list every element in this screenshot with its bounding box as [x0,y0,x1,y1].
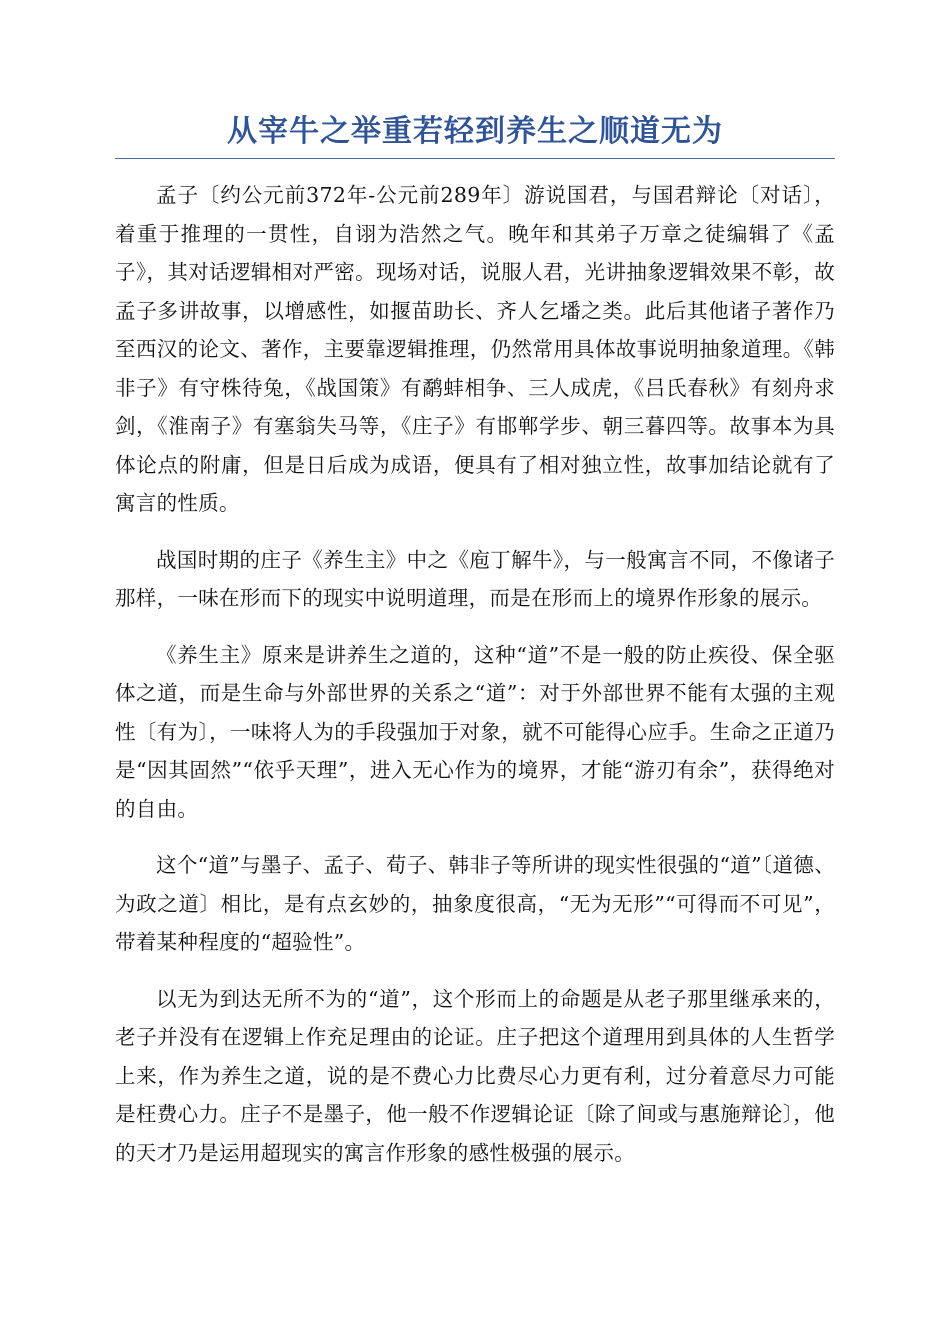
paragraph-1: 孟子〔约公元前372年-公元前289年〕游说国君，与国君辩论〔对话〕，着重于推理的一贯性，自诩为浩然之气。晚年和其弟子万章之徒编辑了《孟子》，其对话逻辑相对严密。现场对话，说服人君，光讲抽象逻辑效果不彰，故孟子多讲故事，以增感性，如揠苗助长、齐人乞墦之类。此后其他诸子著作乃至西汉的论文、著作，主要靠逻辑推理，仍然常用具体故事说明抽象道理。《韩非子》有守株待兔，《战国策》有鹬蚌相争、三人成虎，《吕氏春秋》有刻舟求剑，《淮南子》有塞翁失马等，《庄子》有邯郸学步、朝三暮四等。故事本为具体论点的附庸，但是日后成为成语，便具有了相对独立性，故事加结论就有了寓言的性质。 [115,183,835,515]
paragraph-4: 这个“道”与墨子、孟子、荀子、韩非子等所讲的现实性很强的“道”〔道德、为政之道〕相比，是有点玄妙的，抽象度很高，“无为无形”“可得而不可见”，带着某种程度的“超验性”。 [115,853,835,954]
body-text [115,176,835,1190]
paragraph-5: 以无为到达无所不为的“道”，这个形而上的命题是从老子那里继承来的，老子并没有在逻辑上作充足理由的论证。庄子把这个道理用到具体的人生哲学上来，作为养生之道，说的是不费心力比费尽心力更有利，过分着意尽力可能是枉费心力。庄子不是墨子，他一般不作逻辑论证〔除了间或与惠施辩论〕，他的天才乃是运用超现实的寓言作形象的感性极强的展示。 [115,986,835,1165]
paragraph-3: 《养生主》原来是讲养生之道的，这种“道”不是一般的防止疾役、保全驱体之道，而是生命与外部世界的关系之“道”：对于外部世界不能有太强的主观性〔有为〕，一味将人为的手段强加于对象，就不可能得心应手。生命之正道乃是“因其固然”“依乎天理”，进入无心作为的境界，才能“游刃有余”，获得绝对的自由。 [115,642,835,821]
page-title: 从宰牛之举重若轻到养生之顺道无为 [227,114,723,149]
paragraph-2: 战国时期的庄子《养生主》中之《庖丁解牛》，与一般寓言不同，不像诸子那样，一味在形而下的现实中说明道理，而是在形而上的境界作形象的展示。 [115,547,835,610]
title-block [115,112,835,159]
